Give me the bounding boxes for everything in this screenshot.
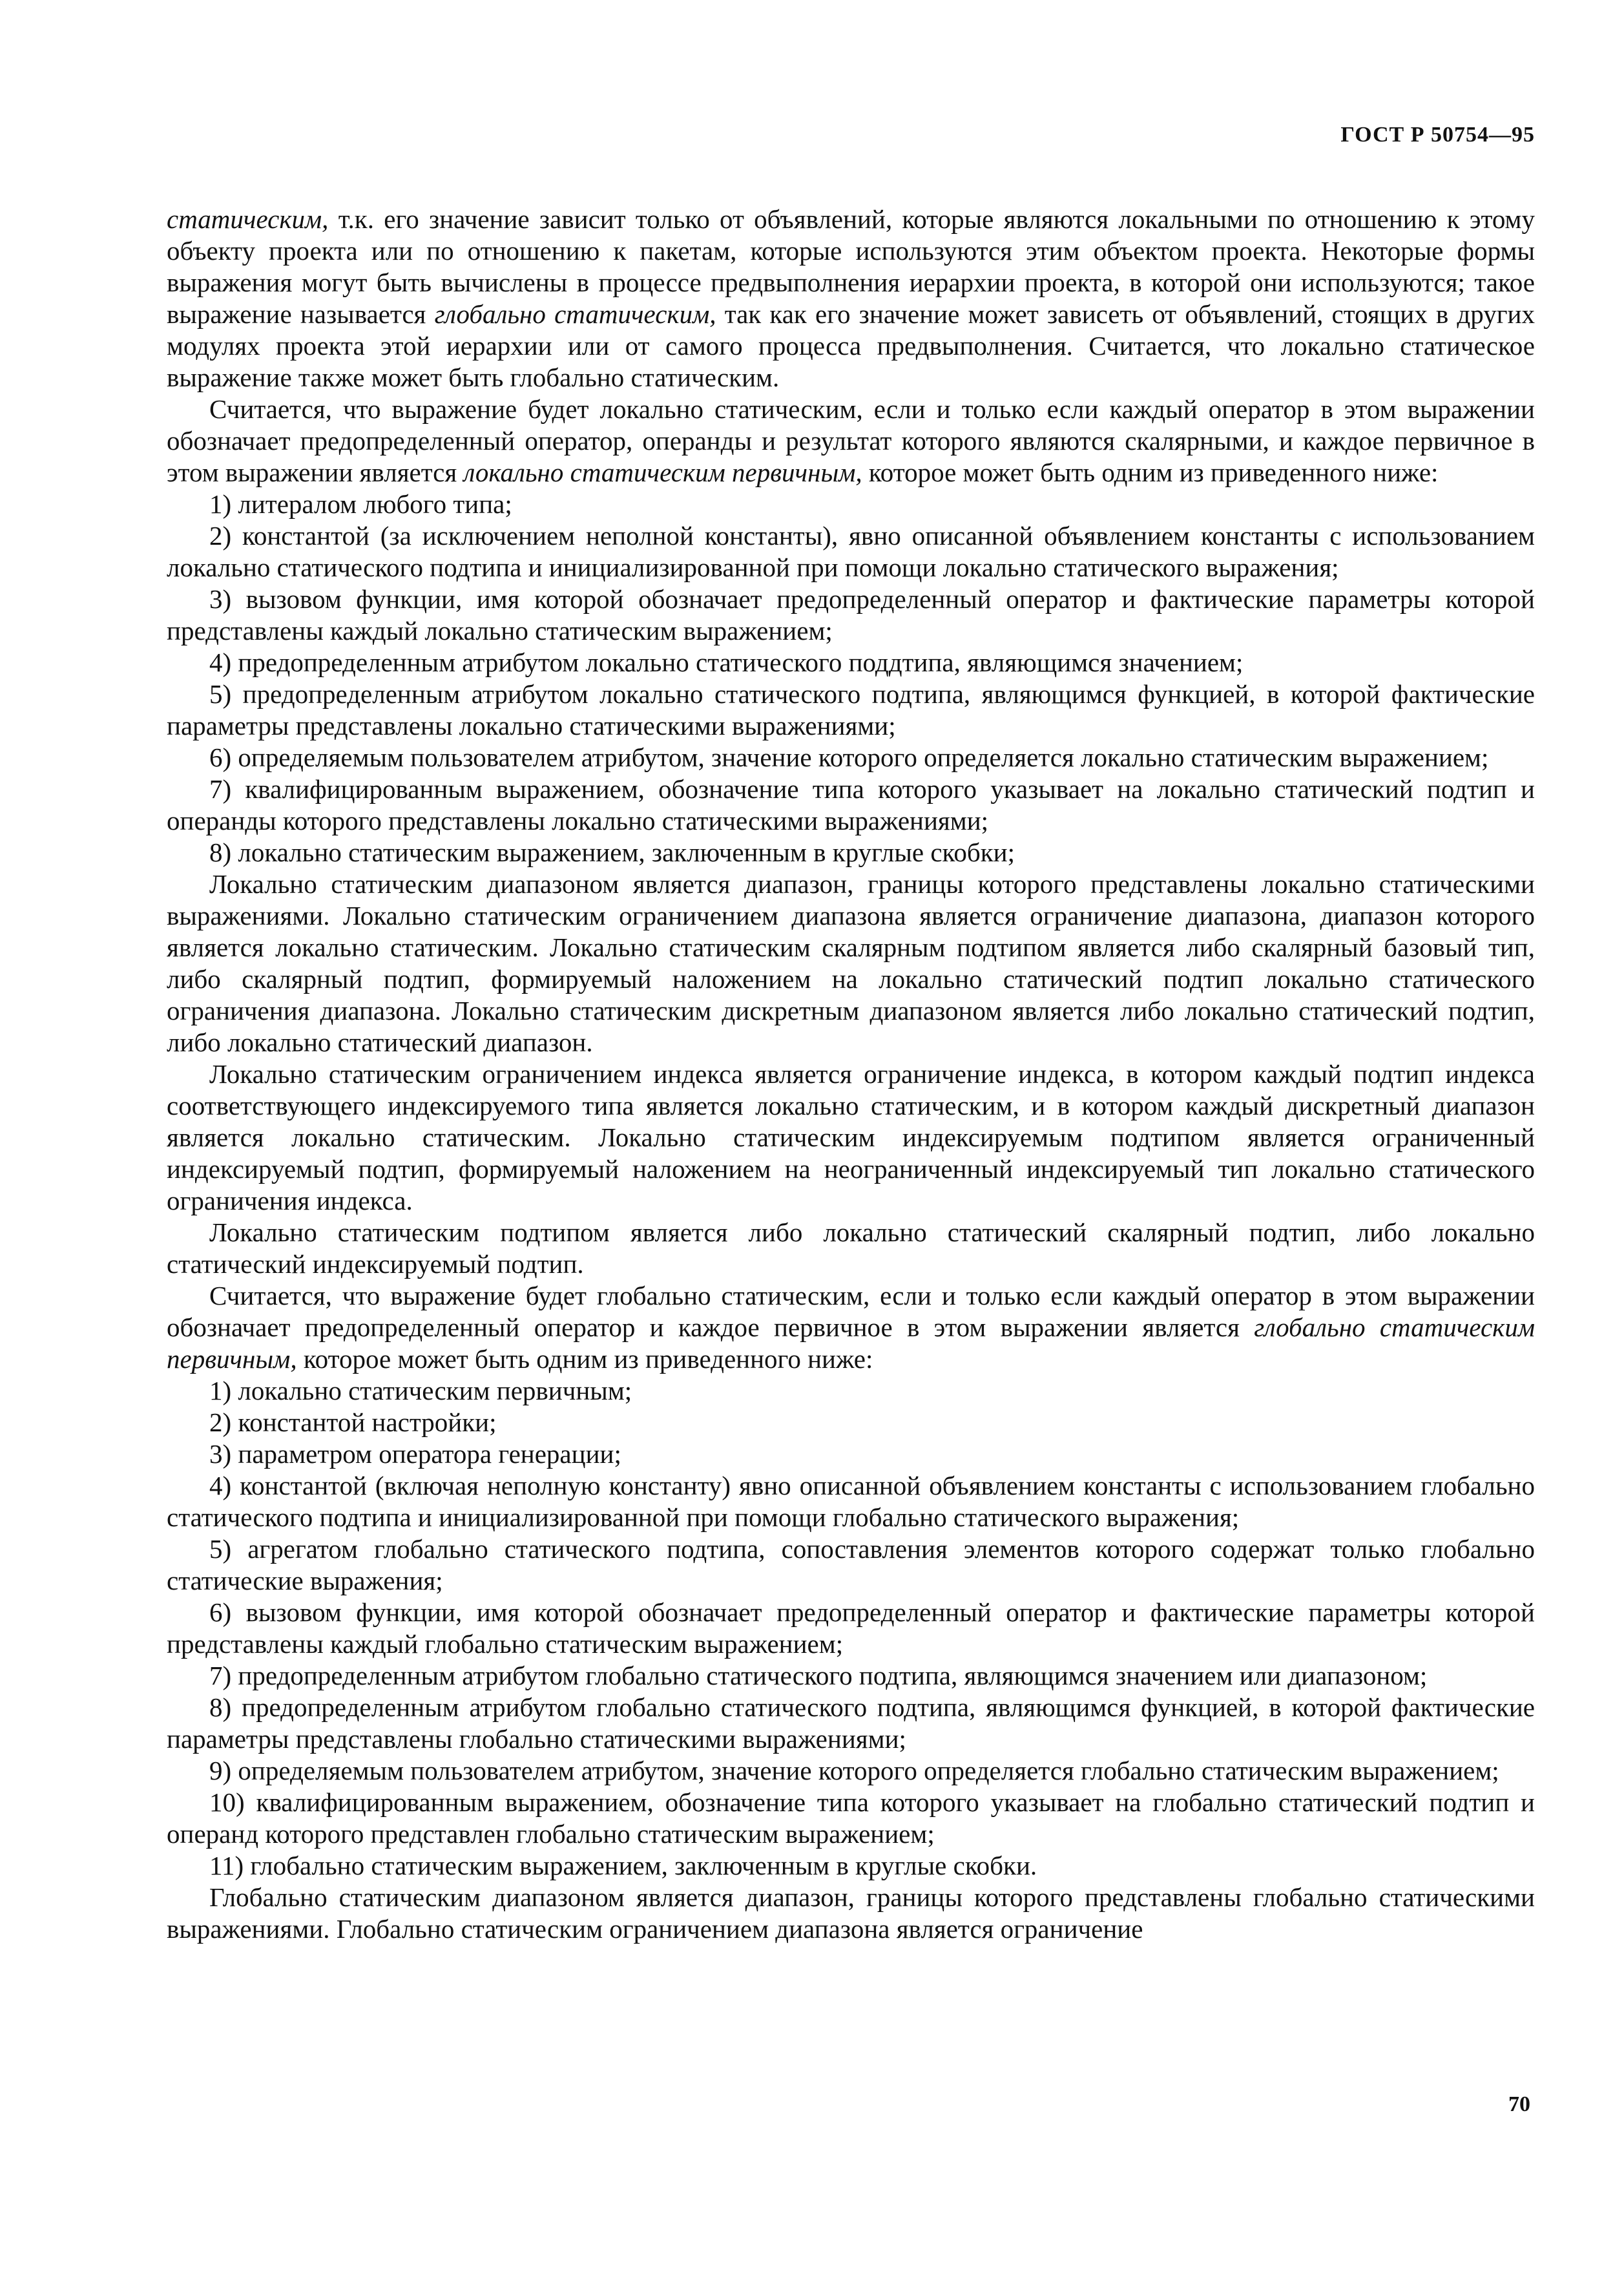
text-run: 7) предопределенным атрибутом глобально статического подтипа, являющимся значением или диапазоном;: [209, 1661, 1428, 1690]
text-run: 7) квалифицированным выражением, обозначение типа которого указывает на локально статический подтип и операнды которого представлены локально статическими выражениями;: [167, 774, 1535, 836]
paragraph: [167, 1058, 1535, 1217]
text-run: 6) определяемым пользователем атрибутом, значение которого определяется локально статическим выражением;: [209, 742, 1489, 772]
document-body: [167, 204, 1535, 1945]
list-item: [167, 1755, 1535, 1787]
text-run: 1) литералом любого типа;: [209, 489, 512, 519]
text-run: Локально статическим подтипом является либо локально статический скалярный подтип, либо локально статический индексируемый подтип.: [167, 1217, 1535, 1279]
text-run: 5) предопределенным атрибутом локально статического подтипа, являющимся функцией, в которой фактические параметры представлены локально статическими выражениями;: [167, 679, 1535, 741]
text-run: Считается, что выражение будет локально статическим, если и только если каждый оператор в этом выражении обозначает предопределенный оператор, операнды и результат которого являются скалярными, и каждое первичное в этом выражении является: [167, 394, 1535, 487]
list-item: [167, 837, 1535, 868]
text-run: Локально статическим диапазоном является диапазон, границы которого представлены локально статическими выражениями. Локально статическим ограничением диапазона является ограничение диапазона, диапазон которого является локально статическим. Локально статическим скалярным подтипом является либо скалярный базовый тип, либо скалярный подтип, формируемый наложением на локально статический подтип локально статического ограничения диапазона. Локально статическим дискретным диапазоном является либо локально статический подтип, либо локально статический диапазон.: [167, 869, 1535, 1057]
text-run: так как его значение может зависеть от объявлений, стоящих в других модулях проекта этой иерархии или от самого процесса предвыполнения. Считается, что локально статическое выражение также может быть глобально статическим.: [167, 299, 1535, 392]
list-item: [167, 773, 1535, 837]
text-run: 2) константой (за исключением неполной константы), явно описанной объявлением константы с использованием локально статического подтипа и инициализированной при помощи локально статического выражения;: [167, 521, 1535, 582]
paragraph: [167, 868, 1535, 1058]
text-run: 8) локально статическим выражением, заключенным в круглые скобки;: [209, 837, 1015, 867]
list-item: [167, 1533, 1535, 1597]
text-run: 9) определяемым пользователем атрибутом, значение которого определяется глобально статическим выражением;: [209, 1756, 1499, 1785]
list-item: [167, 1787, 1535, 1850]
text-run: Считается, что выражение будет глобально статическим, если и только если каждый оператор в этом выражении обозначает предопределенный оператор и каждое первичное в этом выражении является: [167, 1281, 1535, 1342]
text-run: которое может быть одним из приведенного ниже:: [862, 457, 1439, 487]
text-run: Локально статическим ограничением индекса является ограничение индекса, в котором каждый подтип индекса соответствующего индексируемого типа является локально статическим, и в котором каждый дискретный диапазон является локально статическим. Локально статическим индексируемым подтипом является ограниченный индексируемый подтип, формируемый наложением на неограниченный индексируемый тип локально статического ограничения индекса.: [167, 1059, 1535, 1215]
text-run: 4) предопределенным атрибутом локально статического поддтипа, являющимся значением;: [209, 647, 1244, 677]
paragraph: [167, 204, 1535, 394]
list-item: [167, 1407, 1535, 1438]
list-item: [167, 1375, 1535, 1407]
list-item: [167, 489, 1535, 520]
italic-term: глобально статическим первичным,: [167, 1312, 1535, 1374]
paragraph: [167, 1280, 1535, 1375]
text-run: 6) вызовом функции, имя которой обозначает предопределенный оператор и фактические параметры которой представлены каждый глобально статическим выражением;: [167, 1597, 1535, 1659]
text-run: т.к. его значение зависит только от объявлений, которые являются локальными по отношению к этому объекту проекта или по отношению к пакетам, которые используются этим объектом проекта. Некоторые формы выражения могут быть вычислены в процессе предвыполнения иерархии проекта, в которой они используются; такое выражение называется: [167, 204, 1535, 329]
list-item: [167, 742, 1535, 773]
text-run: 8) предопределенным атрибутом глобально статического подтипа, являющимся функцией, в которой фактические параметры представлены глобально статическими выражениями;: [167, 1692, 1535, 1754]
italic-term: локально статическим первичным,: [463, 457, 862, 487]
italic-term: статическим,: [167, 204, 329, 234]
list-item: [167, 1438, 1535, 1470]
text-run: 1) локально статическим первичным;: [209, 1376, 632, 1405]
paragraph: [167, 1882, 1535, 1945]
text-run: Глобально статическим диапазоном является диапазон, границы которого представлены глобально статическими выражениями. Глобально статическим ограничением диапазона является ограничение: [167, 1882, 1535, 1944]
paragraph: [167, 394, 1535, 489]
page-header-doc-code: ГОСТ Р 50754—95: [1340, 123, 1535, 147]
text-run: 3) параметром оператора генерации;: [209, 1439, 621, 1469]
text-run: 3) вызовом функции, имя которой обозначает предопределенный оператор и фактические параметры которой представлены каждый локально статическим выражением;: [167, 584, 1535, 646]
italic-term: глобально статическим,: [434, 299, 716, 329]
list-item: [167, 647, 1535, 678]
paragraph: [167, 1217, 1535, 1280]
list-item: [167, 1692, 1535, 1755]
list-item: [167, 1597, 1535, 1660]
list-item: [167, 520, 1535, 583]
list-item: [167, 678, 1535, 742]
list-item: [167, 1470, 1535, 1533]
text-run: 2) константой настройки;: [209, 1407, 497, 1437]
page-number: 70: [1508, 2092, 1530, 2116]
list-item: [167, 583, 1535, 647]
text-run: 11) глобально статическим выражением, заключенным в круглые скобки.: [209, 1851, 1037, 1880]
text-run: которое может быть одним из приведенного ниже:: [297, 1344, 873, 1374]
list-item: [167, 1660, 1535, 1692]
text-run: 4) константой (включая неполную константу) явно описанной объявлением константы с использованием глобально статического подтипа и инициализированной при помощи глобально статического выражения;: [167, 1471, 1535, 1532]
text-run: 5) агрегатом глобально статического подтипа, сопоставления элементов которого содержат только глобально статические выражения;: [167, 1534, 1535, 1595]
text-run: 10) квалифицированным выражением, обозначение типа которого указывает на глобально статический подтип и операнд которого представлен глобально статическим выражением;: [167, 1787, 1535, 1849]
list-item: [167, 1850, 1535, 1882]
